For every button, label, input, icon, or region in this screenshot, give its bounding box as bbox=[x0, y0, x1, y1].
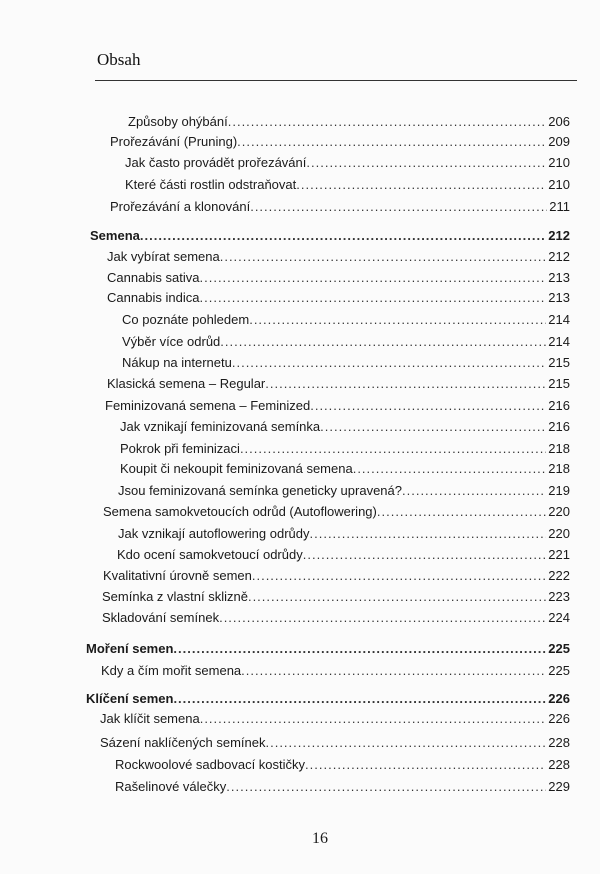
toc-entry-label: Prořezávání a klonování bbox=[110, 199, 251, 214]
toc-entry-label: Semena bbox=[90, 228, 140, 243]
toc-entry-label: Rašelinové válečky bbox=[115, 779, 227, 794]
dot-leader bbox=[232, 355, 546, 370]
toc-entry-page: 218 bbox=[548, 441, 570, 456]
toc-entry bbox=[102, 610, 570, 628]
dot-leader bbox=[241, 663, 546, 678]
toc-entry-label: Jsou feminizovaná semínka geneticky upravená? bbox=[118, 483, 402, 498]
dot-leader bbox=[140, 228, 546, 243]
toc-entry-page: 212 bbox=[548, 249, 570, 264]
toc-entry-page: 220 bbox=[548, 526, 570, 541]
toc-entry-label: Cannabis indica bbox=[107, 290, 200, 305]
toc-entry bbox=[101, 663, 570, 681]
toc-entry-page: 224 bbox=[548, 610, 570, 625]
header-rule bbox=[95, 80, 577, 81]
toc-entry bbox=[118, 526, 570, 544]
toc-entry-page: 211 bbox=[549, 199, 570, 214]
toc-entry bbox=[86, 641, 570, 659]
dot-leader bbox=[240, 441, 546, 456]
toc-entry-label: Semena samokvetoucích odrůd (Autoflowering) bbox=[103, 504, 377, 519]
dot-leader bbox=[303, 547, 547, 562]
toc-entry-label: Rockwoolové sadbovací kostičky bbox=[115, 757, 306, 772]
toc-entry bbox=[120, 419, 570, 437]
toc-entry bbox=[125, 177, 570, 195]
dot-leader bbox=[228, 114, 547, 129]
toc-entry-page: 228 bbox=[548, 735, 570, 750]
toc-entry-label: Co poznáte pohledem bbox=[122, 312, 250, 327]
toc-entry-label: Nákup na internetu bbox=[122, 355, 232, 370]
toc-entry-label: Jak často provádět prořezávání bbox=[125, 155, 307, 170]
toc-entry-label: Cannabis sativa bbox=[107, 270, 200, 285]
toc-entry-label: Klasická semena – Regular bbox=[107, 376, 266, 391]
toc-entry-page: 210 bbox=[548, 155, 570, 170]
toc-entry-page: 213 bbox=[548, 290, 570, 305]
dot-leader bbox=[200, 270, 547, 285]
dot-leader bbox=[306, 155, 546, 170]
page-title: Obsah bbox=[97, 50, 141, 69]
toc-entry-label: Jak klíčit semena bbox=[100, 711, 200, 726]
toc-entry-page: 228 bbox=[548, 757, 570, 772]
toc-entry-page: 219 bbox=[548, 483, 570, 498]
toc-entry bbox=[118, 483, 570, 501]
toc-entry-page: 209 bbox=[548, 134, 570, 149]
toc-entry-page: 220 bbox=[548, 504, 570, 519]
toc-entry-label: Způsoby ohýbání bbox=[128, 114, 228, 129]
toc-entry-page: 206 bbox=[548, 114, 570, 129]
dot-leader bbox=[305, 757, 546, 772]
toc-entry-label: Klíčení semen bbox=[86, 691, 174, 706]
dot-leader bbox=[402, 483, 546, 498]
toc-entry-label: Které části rostlin odstraňovat bbox=[125, 177, 297, 192]
toc-entry-page: 210 bbox=[548, 177, 570, 192]
toc-entry bbox=[115, 779, 570, 797]
toc-entry bbox=[90, 228, 570, 246]
toc-entry-label: Semínka z vlastní sklizně bbox=[102, 589, 248, 604]
toc-entry-page: 214 bbox=[548, 334, 570, 349]
dot-leader bbox=[252, 568, 546, 583]
toc-entry-label: Feminizovaná semena – Feminized bbox=[105, 398, 311, 413]
toc-entry-page: 226 bbox=[548, 711, 570, 726]
toc-entry-label: Jak vybírat semena bbox=[107, 249, 220, 264]
toc-entry bbox=[107, 249, 570, 267]
dot-leader bbox=[248, 589, 546, 604]
toc-entry-page: 218 bbox=[548, 461, 570, 476]
toc-entry bbox=[100, 735, 570, 753]
toc-entry-page: 221 bbox=[548, 547, 570, 562]
toc-entry bbox=[120, 441, 570, 459]
dot-leader bbox=[237, 134, 546, 149]
toc-entry-page: 216 bbox=[548, 419, 570, 434]
toc-entry bbox=[107, 270, 570, 288]
toc-entry-page: 216 bbox=[548, 398, 570, 413]
dot-leader bbox=[320, 419, 546, 434]
toc-entry bbox=[107, 376, 570, 394]
toc-entry-page: 212 bbox=[548, 228, 570, 243]
toc-entry bbox=[102, 589, 570, 607]
toc-entry-page: 215 bbox=[548, 376, 570, 391]
toc-entry bbox=[117, 547, 570, 565]
toc-entry bbox=[105, 398, 570, 416]
toc-entry bbox=[125, 155, 570, 173]
toc-entry bbox=[120, 461, 570, 479]
toc-entry-label: Sázení naklíčených semínek bbox=[100, 735, 266, 750]
toc-entry-label: Kdo ocení samokvetoucí odrůdy bbox=[117, 547, 303, 562]
dot-leader bbox=[265, 376, 546, 391]
toc-entry bbox=[122, 355, 570, 373]
toc-entry bbox=[100, 711, 570, 729]
toc-entry-page: 225 bbox=[548, 663, 570, 678]
toc-entry-page: 214 bbox=[548, 312, 570, 327]
toc-entry-label: Jak vznikají autoflowering odrůdy bbox=[118, 526, 310, 541]
dot-leader bbox=[173, 641, 546, 656]
toc-entry-page: 225 bbox=[548, 641, 570, 656]
toc-entry bbox=[110, 134, 570, 152]
toc-entry-label: Jak vznikají feminizovaná semínka bbox=[120, 419, 321, 434]
dot-leader bbox=[200, 290, 547, 305]
toc-entry-page: 229 bbox=[548, 779, 570, 794]
toc-entry-page: 215 bbox=[548, 355, 570, 370]
toc-entry-label: Výběr více odrůd bbox=[122, 334, 221, 349]
dot-leader bbox=[220, 249, 547, 264]
toc-entry-label: Prořezávání (Pruning) bbox=[110, 134, 238, 149]
dot-leader bbox=[173, 691, 546, 706]
dot-leader bbox=[200, 711, 547, 726]
toc-entry-label: Moření semen bbox=[86, 641, 174, 656]
toc-entry-page: 213 bbox=[548, 270, 570, 285]
toc-entry-page: 223 bbox=[548, 589, 570, 604]
toc-entry-page: 222 bbox=[548, 568, 570, 583]
dot-leader bbox=[310, 526, 547, 541]
toc-entry-label: Pokrok při feminizaci bbox=[120, 441, 240, 456]
toc-entry bbox=[115, 757, 570, 775]
toc-entry-label: Koupit či nekoupit feminizovaná semena bbox=[120, 461, 353, 476]
toc-entry bbox=[86, 691, 570, 709]
toc-entry-label: Skladování semínek bbox=[102, 610, 220, 625]
dot-leader bbox=[249, 312, 546, 327]
toc-entry bbox=[103, 504, 570, 522]
dot-leader bbox=[219, 610, 546, 625]
toc-entry bbox=[122, 312, 570, 330]
dot-leader bbox=[310, 398, 546, 413]
toc-entry-label: Kvalitativní úrovně semen bbox=[103, 568, 252, 583]
toc-entry-page: 226 bbox=[548, 691, 570, 706]
dot-leader bbox=[265, 735, 546, 750]
toc-entry bbox=[122, 334, 570, 352]
dot-leader bbox=[377, 504, 546, 519]
dot-leader bbox=[353, 461, 547, 476]
dot-leader bbox=[250, 199, 547, 214]
toc-entry bbox=[103, 568, 570, 586]
dot-leader bbox=[296, 177, 546, 192]
page-number: 16 bbox=[312, 830, 328, 847]
toc-entry bbox=[110, 199, 570, 217]
dot-leader bbox=[220, 334, 546, 349]
dot-leader bbox=[226, 779, 546, 794]
toc-entry-label: Kdy a čím mořit semena bbox=[101, 663, 242, 678]
toc-entry bbox=[128, 114, 570, 132]
toc-entry bbox=[107, 290, 570, 308]
